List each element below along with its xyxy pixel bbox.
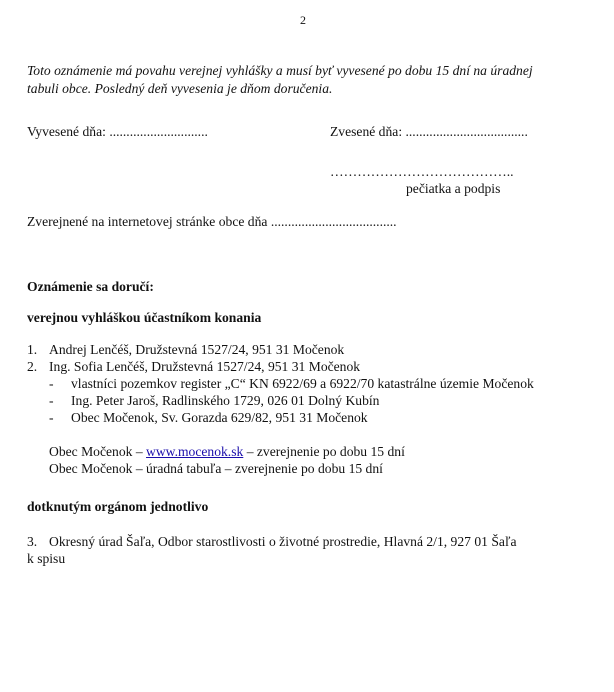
dash-bullet: - xyxy=(49,410,54,425)
item-number: 2. xyxy=(27,359,38,374)
authority-item xyxy=(27,533,516,567)
authority-heading: dotknutým orgánom jednotlivo xyxy=(27,499,209,514)
item-text: Ing. Peter Jaroš, Radlinského 1729, 026 01 Dolný Kubín xyxy=(71,393,380,408)
publication-web-line xyxy=(49,443,405,460)
signature-label: pečiatka a podpis xyxy=(406,181,501,196)
posted-date-field xyxy=(27,124,208,140)
dash-bullet: - xyxy=(49,376,54,391)
item-number: 3. xyxy=(27,534,38,549)
public-notice-text xyxy=(27,62,587,98)
list-item xyxy=(27,533,516,550)
delivery-heading: Oznámenie sa doručí: xyxy=(27,279,154,294)
publication-suffix: – zverejnenie po dobu 15 dní xyxy=(243,444,405,459)
list-item xyxy=(27,358,360,375)
publication-board-line: Obec Močenok – úradná tabuľa – zverejnenie po dobu 15 dní xyxy=(49,461,383,476)
removed-label: Zvesené dňa: xyxy=(330,124,403,139)
public-notice-heading: verejnou vyhláškou účastníkom konania xyxy=(27,310,262,325)
municipality-website-link[interactable]: www.mocenok.sk xyxy=(146,444,244,459)
publication-prefix: Obec Močenok – xyxy=(49,444,147,459)
item-text: Andrej Lenčéš, Družstevná 1527/24, 951 31 Močenok xyxy=(49,342,345,357)
page-number: 2 xyxy=(300,13,306,27)
list-item xyxy=(27,341,360,358)
item-text: vlastníci pozemkov register „C“ KN 6922/69 a 6922/70 katastrálne územie Močenok xyxy=(71,376,534,391)
item-number: 1. xyxy=(27,342,38,357)
posted-label: Vyvesené dňa: xyxy=(27,124,106,139)
removed-date-field xyxy=(330,124,528,140)
item-text: Okresný úrad Šaľa, Odbor starostlivosti o životné prostredie, Hlavná 2/1, 927 01 Šaľa xyxy=(49,534,517,549)
participant-list xyxy=(27,341,360,375)
item-continuation: k spisu xyxy=(27,551,66,566)
list-item xyxy=(49,375,534,392)
posted-dots: ............................. xyxy=(109,124,208,139)
web-publication-field xyxy=(27,214,397,230)
publication-lines xyxy=(49,443,405,477)
list-item xyxy=(49,392,534,409)
notice-line-2: tabuli obce. Posledný deň vyvesenia je dňom doručenia. xyxy=(27,81,333,96)
list-item xyxy=(49,409,534,426)
item-text: Obec Močenok, Sv. Gorazda 629/82, 951 31 Močenok xyxy=(71,410,368,425)
item-text: Ing. Sofia Lenčéš, Družstevná 1527/24, 951 31 Močenok xyxy=(49,359,361,374)
web-label: Zverejnené na internetovej stránke obce dňa xyxy=(27,214,268,229)
removed-dots: .................................... xyxy=(405,124,528,139)
sub-item-list xyxy=(49,375,534,426)
signature-line: ………………………………….. xyxy=(330,164,514,179)
web-dots: ..................................... xyxy=(270,214,397,229)
notice-line-1: Toto oznámenie má povahu verejnej vyhlášky a musí byť vyvesené po dobu 15 dní na úradnej xyxy=(27,63,533,78)
dash-bullet: - xyxy=(49,393,54,408)
